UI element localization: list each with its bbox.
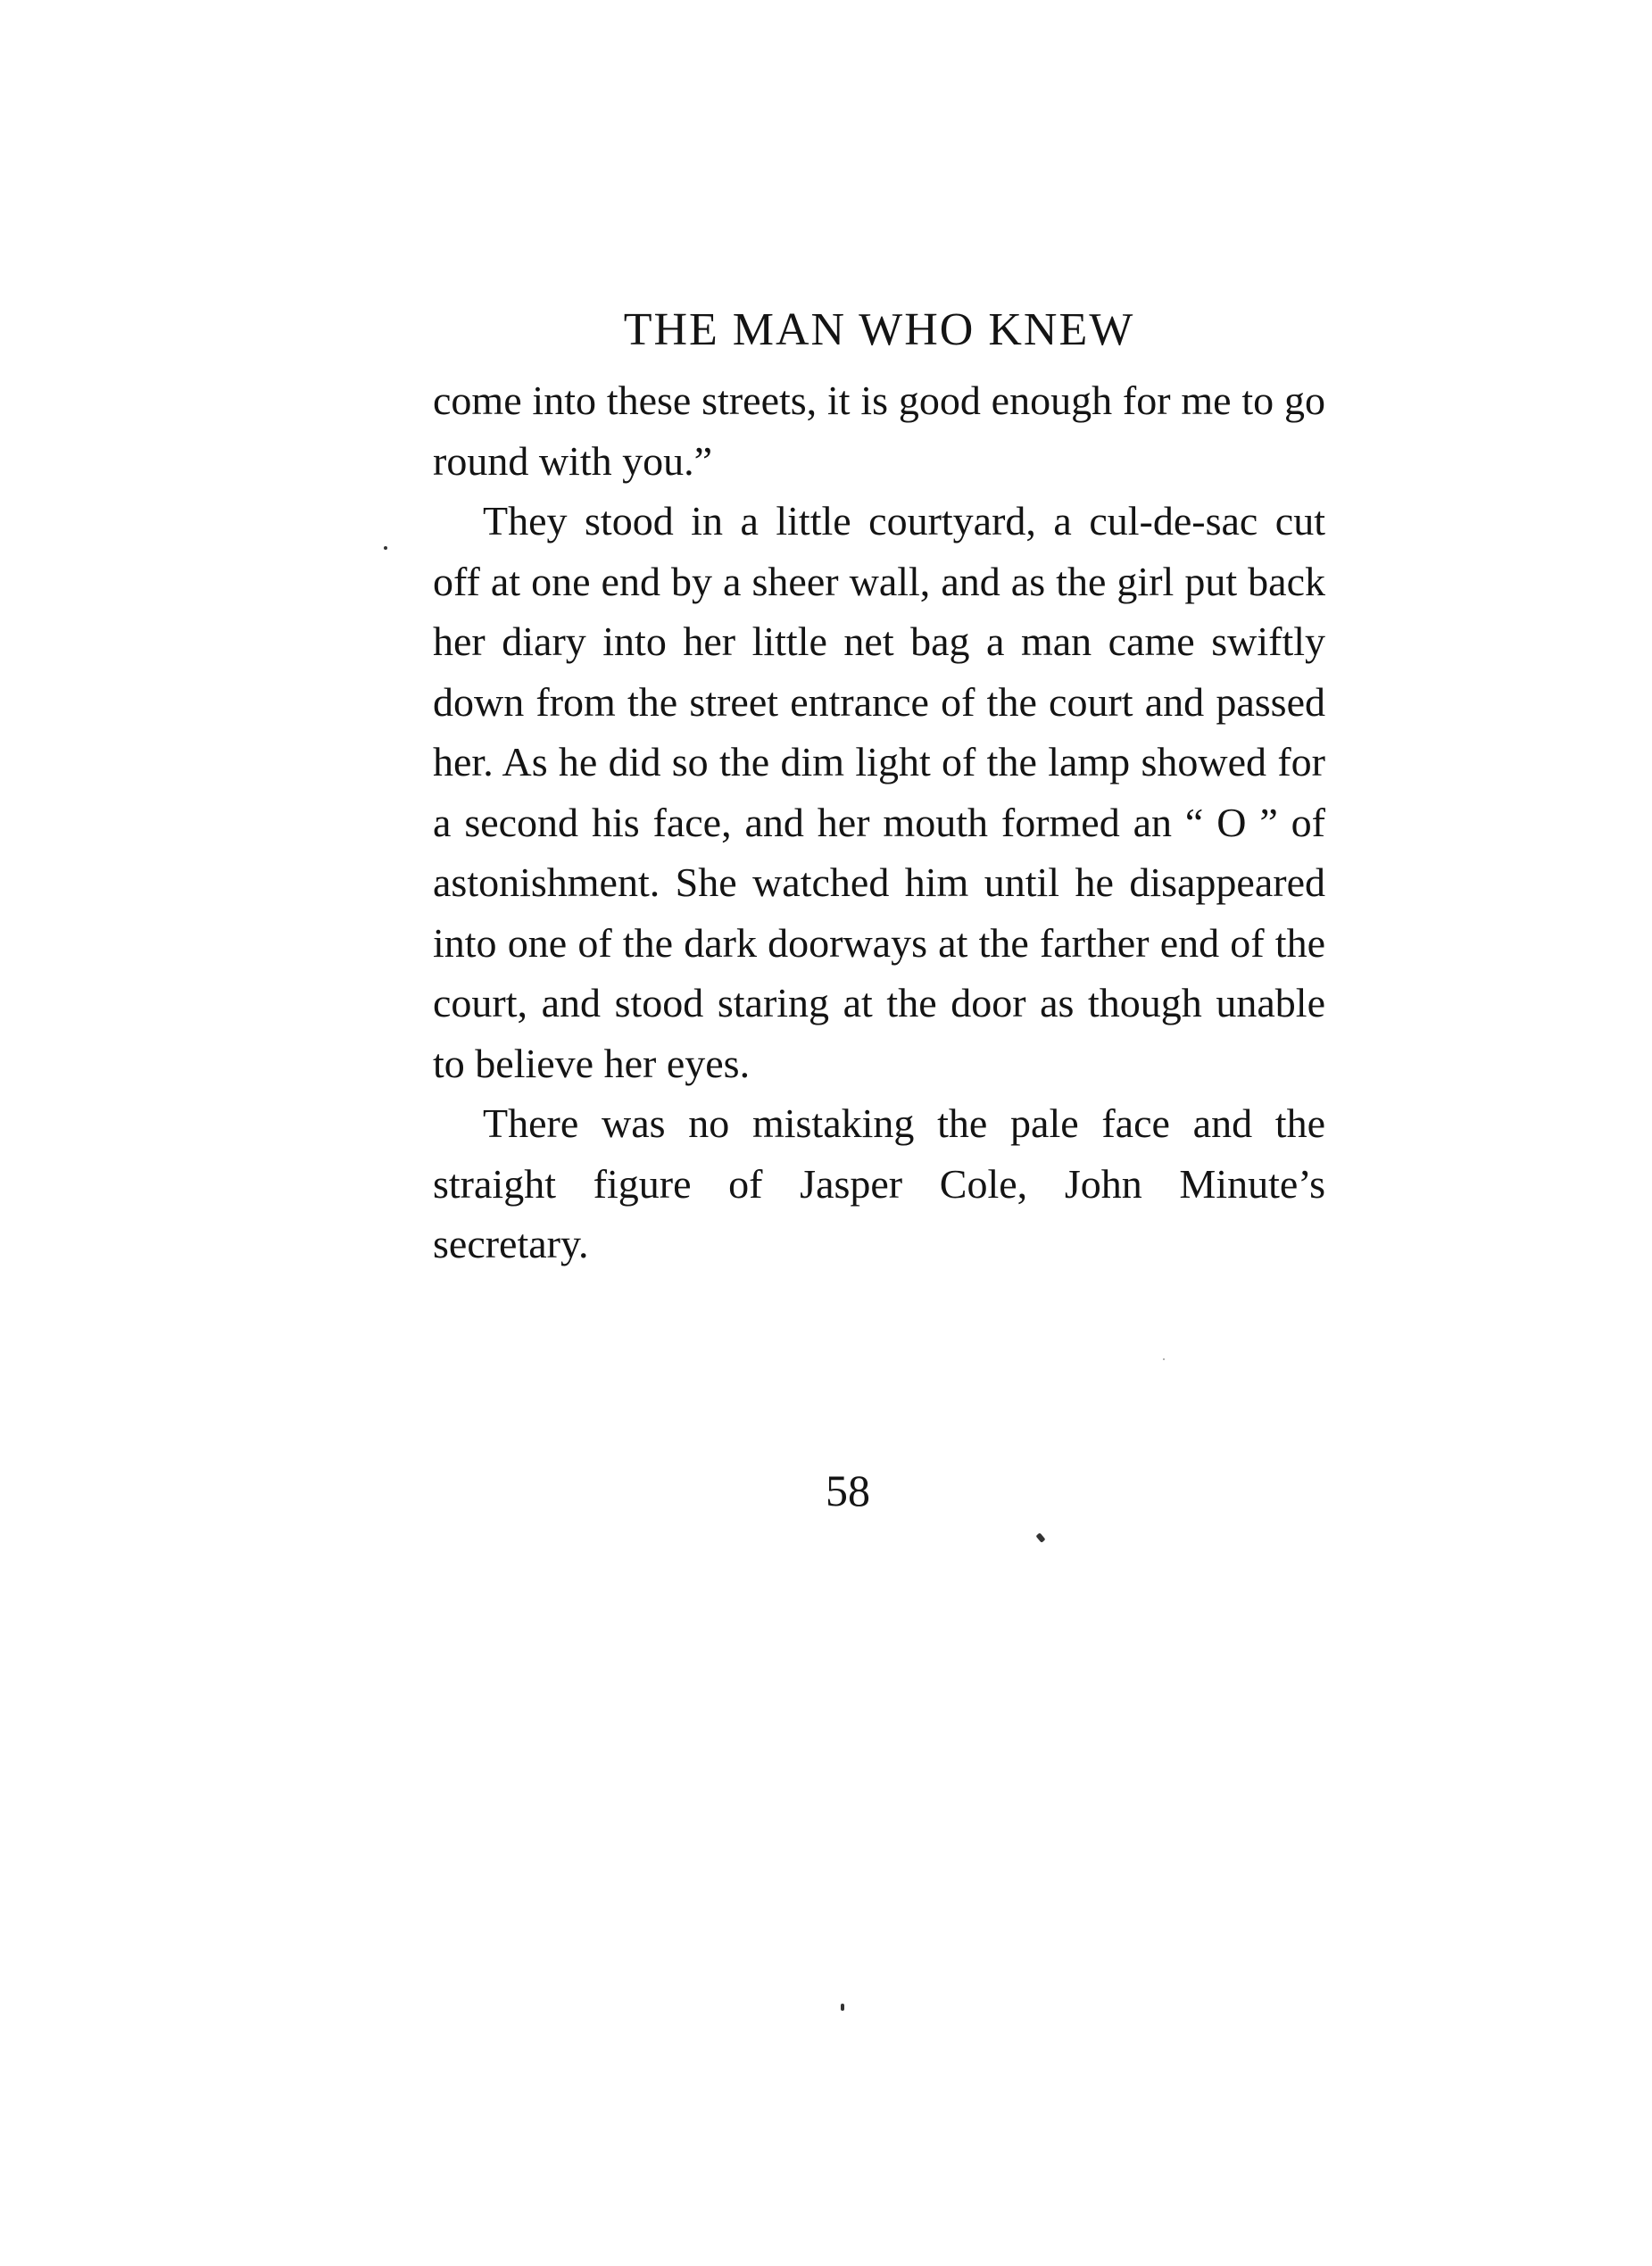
scan-speck	[841, 2004, 844, 2011]
scan-speck	[384, 546, 387, 550]
scan-speck	[1035, 1532, 1045, 1543]
body-text	[433, 370, 1325, 1274]
scan-speck	[1163, 1358, 1165, 1360]
paragraph-courtyard: They stood in a little courtyard, a cul-de-sac cut off at one end by a sheer wall, and as the girl put back her diary into her little net bag a man came swiftly down from the street entrance of the court and passed her. As he did so the dim light of the lamp showed for a second his face, and her mouth formed an “ O ” of astonishment. She watched him until he disappeared into one of the dark doorways at the farther end of the court, and stood staring at the door as though unable to believe her eyes.	[433, 498, 1325, 1086]
page-number: 58	[826, 1465, 870, 1515]
paragraph-jasper-cole: There was no mistaking the pale face and the straight figure of Jasper Cole, John Minute’s secretary.	[433, 1100, 1325, 1266]
running-head-title: THE MAN WHO KNEW	[623, 304, 1135, 355]
paragraph-continued: come into these streets, it is good enough for me to go round with you.”	[433, 378, 1325, 484]
